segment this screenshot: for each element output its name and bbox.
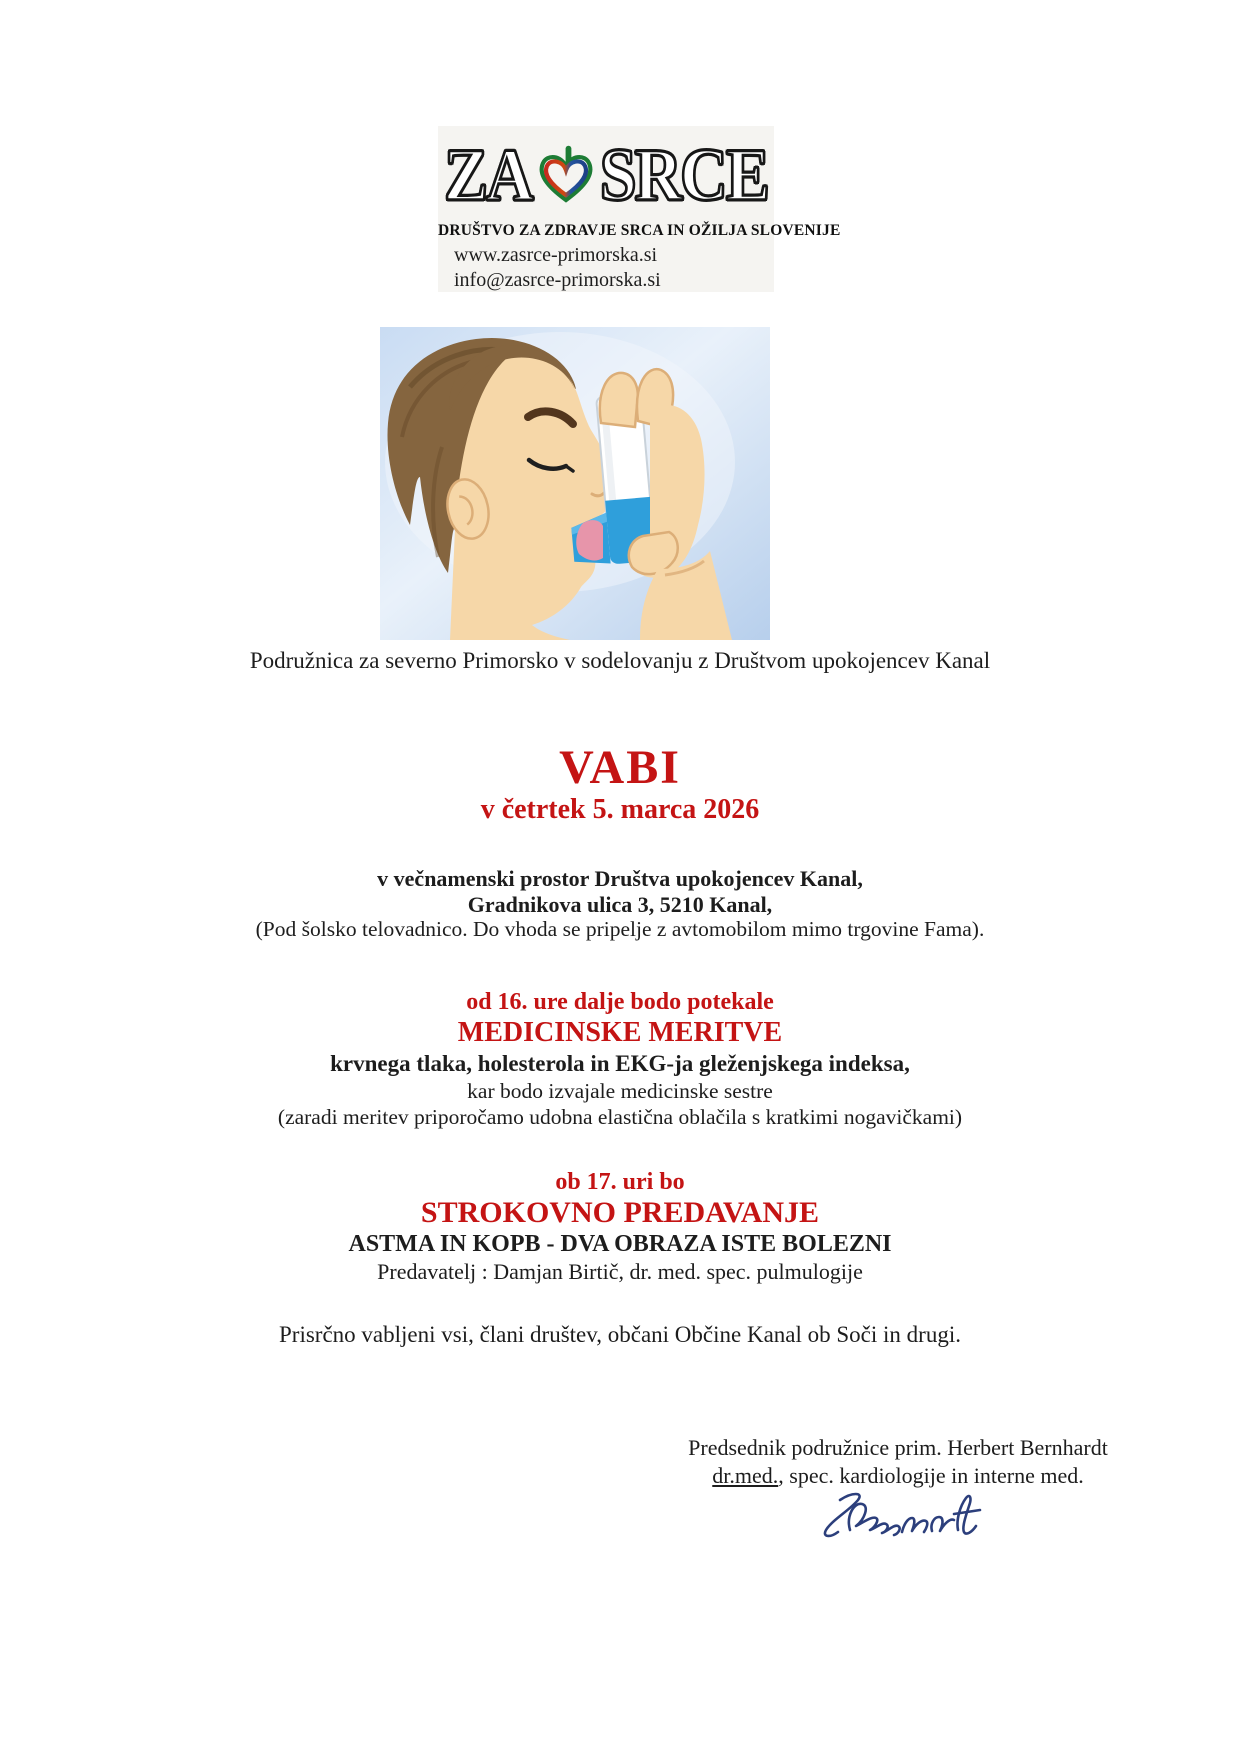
email-link[interactable]: info@zasrce-primorska.si	[454, 269, 661, 291]
organization-logo-block	[438, 126, 841, 292]
signatory-degree-rest: , spec. kardiologije in interne med.	[778, 1463, 1084, 1488]
signatory-degree: dr.med.	[712, 1463, 779, 1488]
venue-line-3: (Pod šolsko telovadnico. Do vhoda se pripelje z avtomobilom mimo trgovine Fama).	[255, 917, 985, 941]
closing-line: Prisrčno vabljeni vsi, člani društev, občani Občine Kanal ob Soči in drugi.	[279, 1322, 961, 1347]
title-vabi: VABI	[559, 741, 681, 794]
measurements-note: (zaradi meritev priporočamo udobna elastična oblačila s kratkimi nogavičkami)	[277, 1105, 963, 1129]
measurements-block	[0, 988, 1240, 1130]
lecture-speaker: Predavatelj : Damjan Birtič, dr. med. spec. pulmulogije	[377, 1259, 863, 1284]
signature-block	[620, 1434, 1176, 1490]
heart-icon	[537, 144, 595, 208]
logo-contact-block	[438, 243, 774, 293]
intro-line: Podružnica za severno Primorsko v sodelovanju z Društvom upokojencev Kanal	[249, 648, 991, 673]
measurements-heading: MEDICINSKE MERITVE	[457, 1017, 783, 1048]
measurements-staff: kar bodo izvajale medicinske sestre	[467, 1079, 773, 1103]
lecture-heading: STROKOVNO PREDAVANJE	[420, 1196, 820, 1229]
lecture-time: ob 17. uri bo	[555, 1169, 685, 1195]
logo-word-za: ZA	[444, 134, 532, 217]
venue-line-1: v večnamenski prostor Društva upokojencev Kanal,	[377, 866, 863, 891]
venue-block	[0, 866, 1240, 943]
inhaler-illustration-image	[380, 327, 770, 640]
logo-word-srce: SRCE	[599, 134, 768, 217]
lecture-block	[0, 1168, 1240, 1286]
website-link[interactable]: www.zasrce-primorska.si	[454, 244, 658, 266]
measurements-time: od 16. ure dalje bodo potekale	[466, 989, 774, 1015]
inhaler-illustration	[380, 327, 770, 640]
event-date: v četrtek 5. marca 2026	[480, 794, 760, 825]
logo-wordmark	[438, 130, 774, 222]
organization-name: DRUŠTVO ZA ZDRAVJE SRCA IN OŽILJA SLOVENIJE	[438, 222, 841, 239]
measurements-detail: krvnega tlaka, holesterola in EKG-ja gleženjskega indeksa,	[330, 1051, 910, 1076]
signatory-name: Predsednik podružnice prim. Herbert Bernhardt	[688, 1435, 1108, 1460]
lecture-topic: ASTMA IN KOPB - DVA OBRAZA ISTE BOLEZNI	[348, 1231, 892, 1257]
handwritten-signature	[812, 1486, 992, 1550]
venue-line-2: Gradnikova ulica 3, 5210 Kanal,	[467, 891, 773, 917]
